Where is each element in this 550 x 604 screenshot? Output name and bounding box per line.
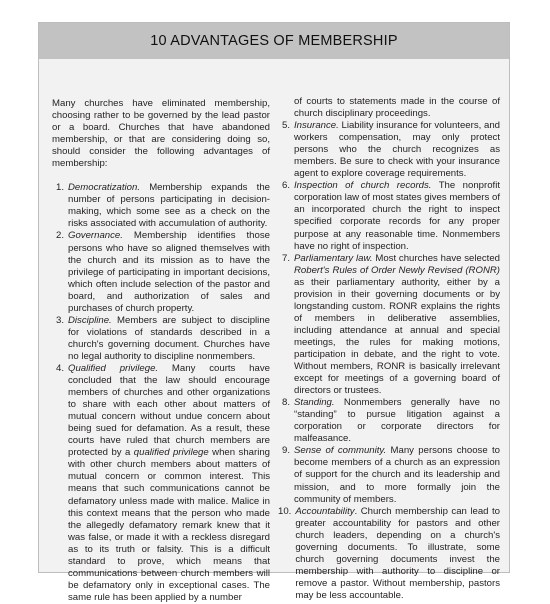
item-body [294, 397, 500, 445]
item-text: Many persons choose to become members of a church as an expression of support for the church and its leadership and mission, and to more formally join the community of members. [294, 445, 500, 505]
item-text: The nonprofit corporation law of most states gives members of an incorporated church the right to inspect specified corporate records for any proper purpose at any reasonable time. Nonmembers have no right of inspection. [294, 180, 500, 252]
item-term: Inspection of church records. [294, 180, 432, 192]
membership-sidebar [38, 22, 510, 603]
item-body [295, 506, 500, 602]
item-text: Nonmembers generally have no “standing” to pursue litigation against a corporation or corporate directors for malfeasance. [294, 397, 500, 445]
right-column [278, 59, 500, 604]
item-term: Sense of community. [294, 445, 387, 457]
item-number: 7. [281, 252, 290, 264]
item-term: Standing. [294, 397, 335, 409]
item-text: Membership expands the number of persons participating in decision-making, which some see as a check on the risks associated with accumulation of authority. [68, 182, 270, 230]
item-number: 8. [281, 397, 290, 409]
item-number: 3. [55, 314, 64, 326]
item-body [68, 315, 270, 363]
item-number: 10. [278, 505, 292, 517]
list-item [278, 506, 500, 602]
list-item [278, 180, 500, 252]
item-body [294, 253, 500, 398]
item-text: . Church membership can lead to greater accountability for pastors and other church leaders, depending on a church's governing documents. To illustrate, some church governing documents invest the membership with authority to discipline or remove a pastor. Without membership, pastors may be less accountable. [295, 505, 500, 601]
item-number: 4. [55, 362, 64, 374]
item-number: 5. [281, 120, 290, 132]
item-body [68, 363, 270, 604]
item-body [294, 445, 500, 505]
item-body [68, 182, 270, 230]
item-body [294, 180, 500, 252]
item-text: Liability insurance for volunteers, and workers compensation, may only protect persons who the church recognizes as members. Be sure to check with your insurance agent to explore coverage requirements. [294, 120, 500, 180]
sidebar-title: 10 ADVANTAGES OF MEMBERSHIP [150, 33, 398, 49]
item-term: Qualified privilege. [68, 362, 159, 374]
item-text: when sharing with other church members about matters of mutual concern or common interest. This means that such communications cannot be defamatory unless made with malice. Malice in this context means that the person who made the allegedly defamatory remark knew that it was false, or made it with a reckless disregard as to its truth or falsity. This is a difficult standard to prove, which means that communications between church members will be defamatory only in exceptional cases. The same rule has been applied by a number [68, 447, 271, 603]
item-term-inline: Robert's Rules of Order Newly Revised (RONR) [294, 264, 500, 276]
item-term: Governance. [68, 230, 123, 242]
list-item [278, 120, 500, 180]
item-continued-text: of courts to statements made in the course of church disciplinary proceedings. [294, 96, 500, 120]
list-item [52, 182, 270, 230]
sidebar-columns [39, 59, 509, 604]
item-body [68, 230, 270, 314]
item-text: Membership identifies those persons who have so aligned themselves with the church and its mission as to have the privilege of participating in important decisions, which often include selection of the pastor and board, and authorization of sales and purchases of church property. [68, 230, 270, 314]
item-number: 9. [281, 445, 290, 457]
item-term: Democratization. [68, 182, 140, 194]
item-term-inline: qualified privilege [133, 447, 209, 459]
item-text: Members are subject to discipline for violations of standards described in a church's governing document. Churches have no legal authority to discipline nonmembers. [68, 314, 270, 362]
item-number: 6. [281, 180, 290, 192]
list-item [278, 253, 500, 398]
sidebar-header [39, 23, 509, 59]
list-item [278, 397, 500, 445]
list-item [52, 315, 270, 363]
item-term: Discipline. [68, 314, 112, 326]
item-text: Most churches have selected [372, 252, 500, 264]
item-text: as their parliamentary authority, either by a provision in their governing documents or by longstanding custom. RONR explains the rights of members in deliberative assemblies, including attendance at annual and special meetings, the rules for making motions, participation in debate, and the right to vote. Without members, RONR is basically irrelevant except for meetings of a governing board of directors or trustees. [294, 276, 500, 397]
item-term: Accountability [295, 505, 355, 517]
left-column [52, 59, 270, 604]
list-item [278, 445, 500, 505]
item-body [294, 120, 500, 180]
item-text: Many courts have concluded that the law should encourage members of churches and other organizations to share with each other about matters of mutual concern without undue concern about being sued for defamation. As a result, these courts have ruled that church members are protected by a [68, 362, 270, 459]
item-term: Parliamentary law. [294, 252, 373, 264]
advantages-list-right [278, 120, 500, 602]
list-item [52, 230, 270, 314]
advantages-list-left [52, 182, 270, 604]
item-term: Insurance. [294, 120, 339, 132]
item-number: 1. [55, 182, 64, 194]
list-item [52, 363, 270, 604]
item-number: 2. [55, 230, 64, 242]
intro-paragraph: Many churches have eliminated membership, choosing rather to be governed by the lead pastor or a board. Churches that have abandoned membership, or that are considering doing so, should consider the following advantages of membership: [52, 98, 270, 170]
